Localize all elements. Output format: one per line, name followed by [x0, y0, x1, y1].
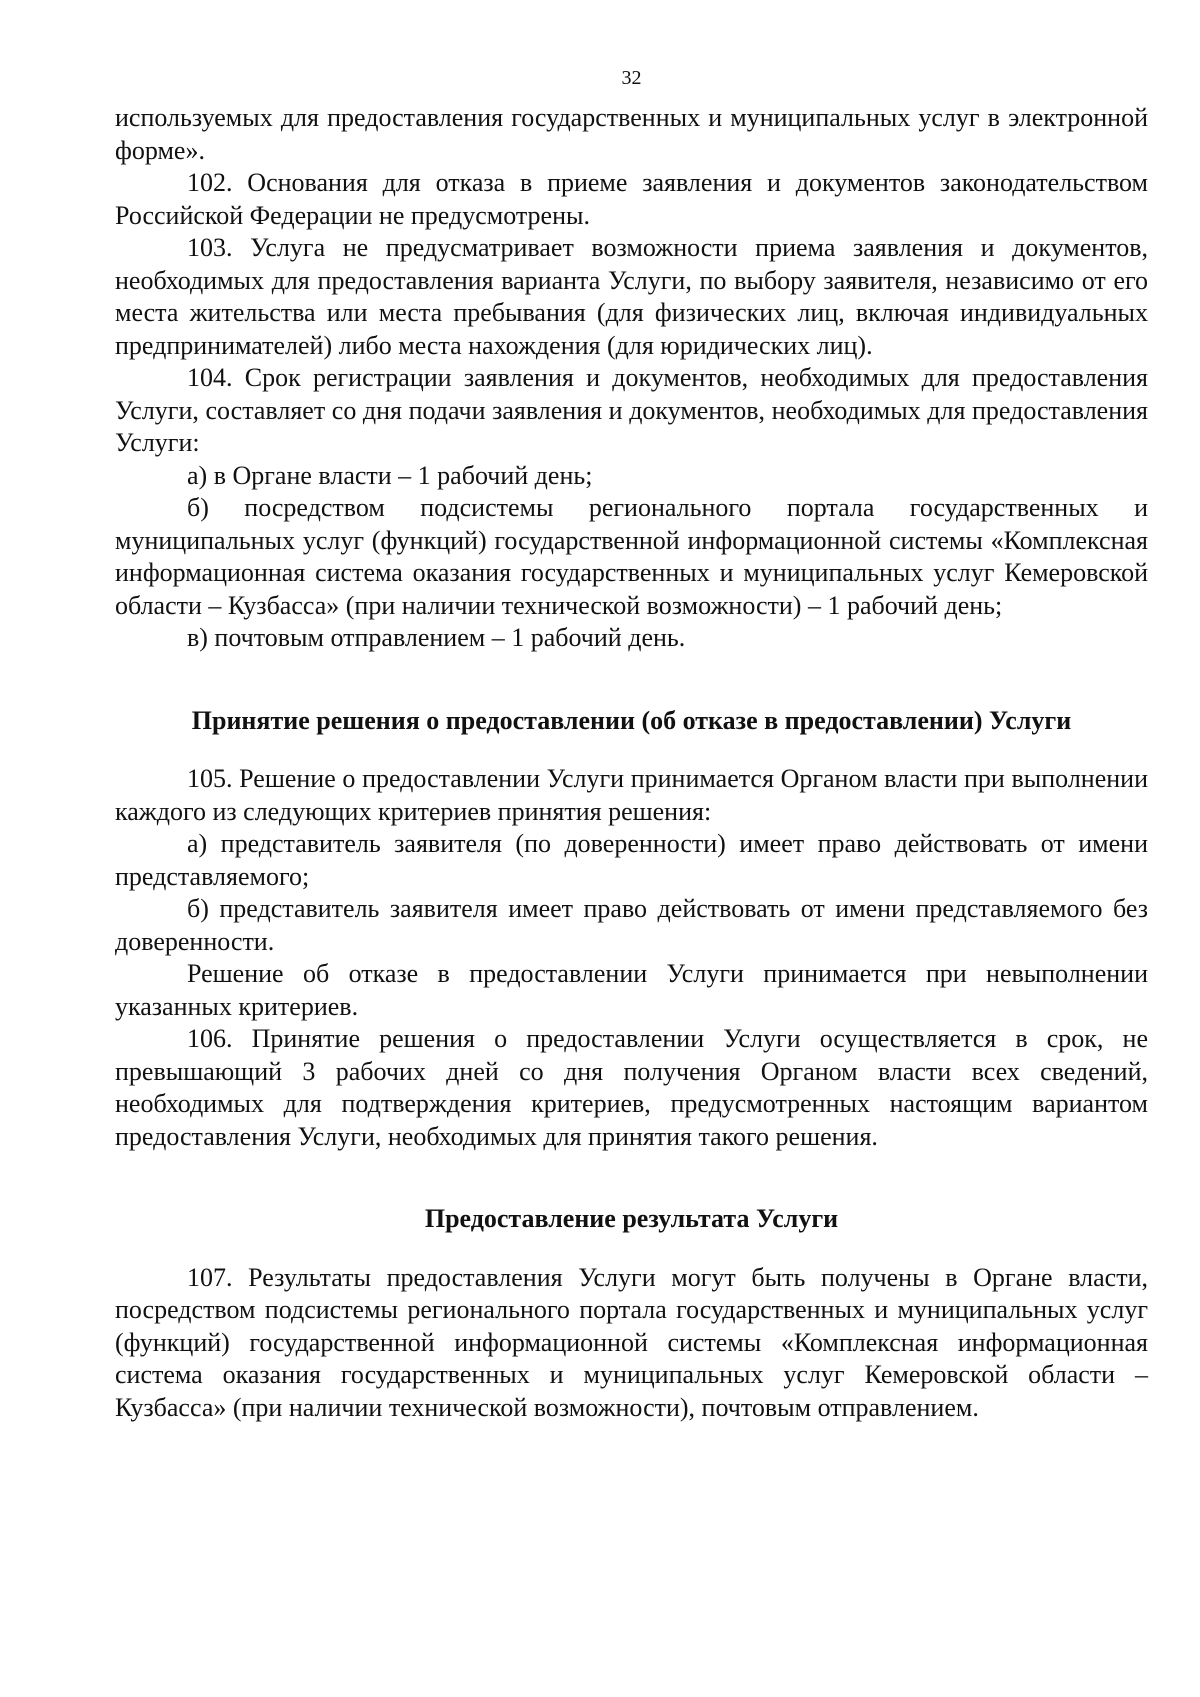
paragraph-continuation: используемых для предоставления государственных и муниципальных услуг в электронной форме».	[115, 103, 1148, 165]
paragraph-104-a: а) в Органе власти – 1 рабочий день;	[187, 460, 593, 490]
paragraph-107: 107. Результаты предоставления Услуги могут быть получены в Органе власти, посредством подсистемы регионального портала государственных и муниципальных услуг (функций) государственной информационной системы «Комплексная информационная система оказания государственных и муниципальных услуг Кемеровской области – Кузбасса» (при наличии технической возможности), почтовым отправлением.	[115, 1262, 1148, 1422]
page-number: 32	[621, 67, 642, 89]
paragraph-104: 104. Срок регистрации заявления и документов, необходимых для предоставления Услуги, составляет со дня подачи заявления и документов, необходимых для предоставления Услуги:	[115, 363, 1148, 457]
paragraph-102: 102. Основания для отказа в приеме заявления и документов законодательством Российской Федерации не предусмотрены.	[115, 168, 1148, 230]
paragraph-105-b: б) представитель заявителя имеет право действовать от имени представляемого без доверенности.	[115, 894, 1148, 956]
spacer	[115, 655, 1148, 705]
paragraph-104-b: б) посредством подсистемы регионального портала государственных и муниципальных услуг (функций) государственной информационной системы «Комплексная информационная система оказания государственных и муниципальных услуг Кемеровской области – Кузбасса» (при наличии технической возможности) – 1 рабочий день;	[115, 493, 1148, 620]
paragraph-103: 103. Услуга не предусматривает возможности приема заявления и документов, необходимых для предоставления варианта Услуги, по выбору заявителя, независимо от его места жительства или места пребывания (для физических лиц, включая индивидуальных предпринимателей) либо места нахождения (для юридических лиц).	[115, 233, 1148, 360]
section-heading-result: Предоставление результата Услуги	[424, 1204, 839, 1233]
paragraph-105-a: а) представитель заявителя (по доверенности) имеет право действовать от имени представляемого;	[115, 829, 1148, 891]
spacer	[115, 1236, 1148, 1262]
document-page	[115, 64, 1148, 1424]
paragraph-105: 105. Решение о предоставлении Услуги принимается Органом власти при выполнении каждого из следующих критериев принятия решения:	[115, 764, 1148, 826]
paragraph-106: 106. Принятие решения о предоставлении Услуги осуществляется в срок, не превышающий 3 рабочих дней со дня получения Органом власти всех сведений, необходимых для подтверждения критериев, предусмотренных настоящим вариантом предоставления Услуги, необходимых для принятия такого решения.	[115, 1024, 1148, 1151]
section-heading-decision: Принятие решения о предоставлении (об отказе в предоставлении) Услуги	[191, 705, 1072, 735]
spacer	[115, 1153, 1148, 1203]
paragraph-refusal: Решение об отказе в предоставлении Услуги принимается при невыполнении указанных критериев.	[115, 959, 1148, 1021]
spacer	[115, 737, 1148, 763]
paragraph-104-v: в) почтовым отправлением – 1 рабочий день.	[187, 623, 686, 652]
